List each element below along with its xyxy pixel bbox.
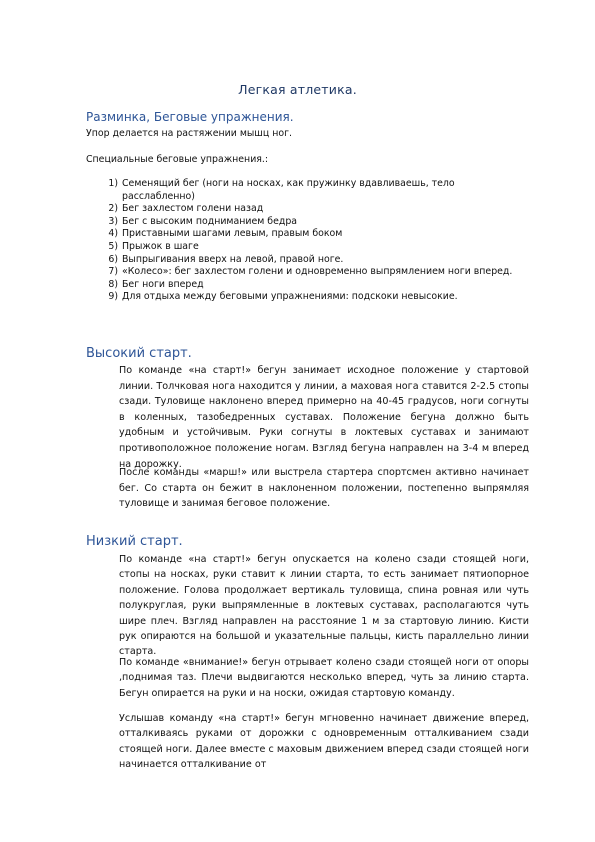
warmup-intro: Упор делается на растяжении мышц ног. [86, 128, 292, 139]
high-start-paragraph-1: По команде «на старт!» бегун занимает исходное положение у стартовой линии. Толчковая нога находится у линии, а маховая нога ставится 2-2.5 стопы сзади. Туловище наклонено вперед примерно на 40-45 градусов, ноги согнуты в коленных, тазобедренных суставах. Положение бегуна должно быть удобным и устойчивым. Руки согнуты в локтевых суставах и занимают противоположное положение ногам. Взгляд бегуна направлен на 3-4 м вперед на дорожку. [119, 365, 529, 470]
list-item: 4) Приставными шагами левым, правым боком [108, 228, 343, 240]
list-item: 6) Выпрыгивания вверх на левой, правой ноге. [108, 253, 344, 265]
high-start-paragraph-2: После команды «марш!» или выстрела стартера спортсмен активно начинает бег. Со старта он бежит в наклоненном положении, постепенно выпрямляя туловище и занимая беговое положение. [119, 467, 529, 510]
list-item: 1) Семенящий бег (ноги на носках, как пружинку вдавливаешь, тело расслабленно) [108, 178, 455, 202]
list-item: 9) Для отдыха между беговыми упражнениями: подскоки невысокие. [108, 291, 458, 303]
list-item: 2) Бег захлестом голени назад [108, 203, 264, 215]
high-start-heading: Высокий старт. [86, 346, 192, 361]
list-item: 8) Бег ноги вперед [108, 278, 204, 290]
list-item: 5) Прыжок в шаге [108, 240, 199, 252]
low-start-paragraph-1: По команде «на старт!» бегун опускается на колено сзади стоящей ноги, стопы на носках, руки ставит к линии старта, то есть занимает пятиопорное положение. Голова продолжает вертикаль туловища, спина ровная или чуть полукруглая, руки выпрямленные в локтевых суставах, располагаются чуть шире плеч. Взгляд направлен на расстояние 1 м за стартовую линию. Кисти рук опираются на большой и указательные пальцы, кисть параллельно линии старта. [119, 554, 529, 658]
document-title: Легкая атлетика. [238, 82, 357, 97]
special-exercises-label: Специальные беговые упражнения.: [86, 154, 269, 165]
low-start-paragraph-3: Услышав команду «на старт!» бегун мгновенно начинает движение вперед, отталкиваясь руками от дорожки с одновременным отталкиванием сзади стоящей ноги. Далее вместе с маховым движением вперед сзади стоящей ноги начинается отталкивание от [119, 713, 529, 771]
exercise-list [86, 178, 526, 304]
low-start-paragraph-2: По команде «внимание!» бегун отрывает колено сзади стоящей ноги от опоры ,поднимая таз. Плечи выдвигаются несколько вперед, чуть за линию старта. Бегун опирается на руки и на носки, ожидая стартовую команду. [119, 657, 529, 699]
warmup-heading: Разминка, Беговые упражнения. [86, 110, 294, 124]
list-item: 3) Бег с высоким подниманием бедра [108, 215, 298, 227]
list-item: 7) «Колесо»: бег захлестом голени и одновременно выпрямлением ноги вперед. [108, 266, 513, 278]
low-start-heading: Низкий старт. [86, 534, 183, 549]
